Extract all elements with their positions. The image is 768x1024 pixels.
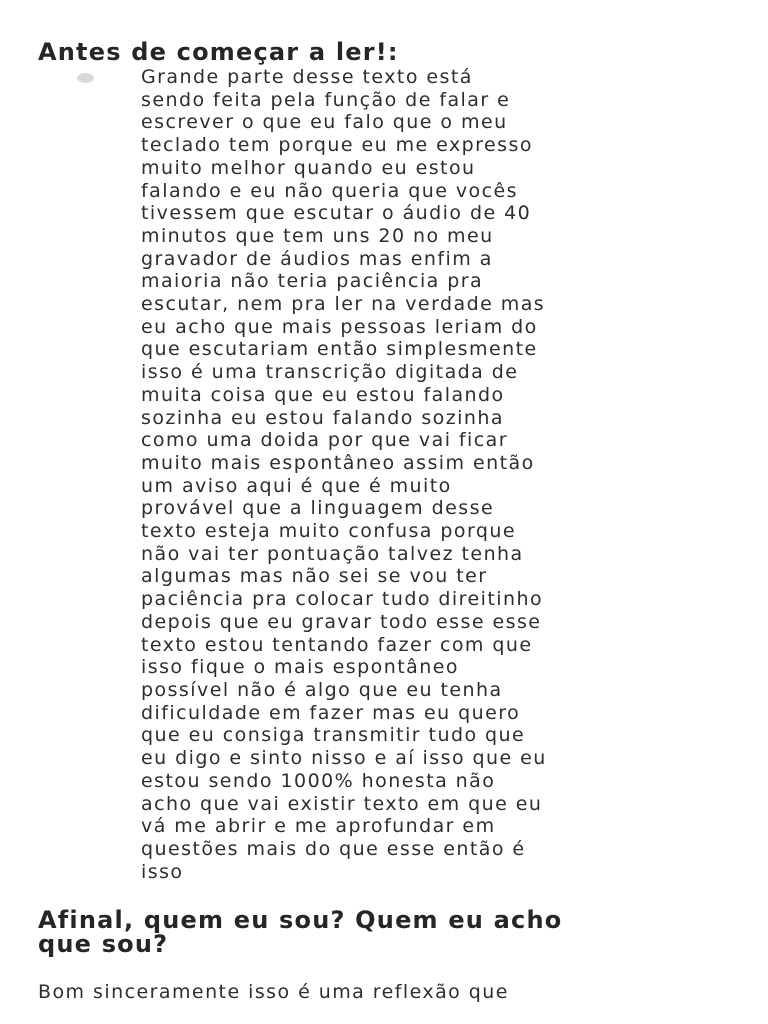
text-line: um aviso aqui é que é muito [141,474,452,497]
text-line: texto esteja muito confusa porque [141,520,517,543]
bullet-dot-icon [77,73,94,83]
text-line: isso é uma transcrição digitada de [141,361,519,384]
text-line: provável que a linguagem desse [141,497,495,520]
text-line: escutar, nem pra ler na verdade mas [141,293,546,316]
text-line: eu acho que mais pessoas leriam do [141,315,538,338]
text-line: algumas mas não sei se vou ter [141,565,488,588]
text-line: escrever o que eu falo que o meu [141,111,508,134]
text-line: questões mais do que esse então é [141,837,526,860]
section-heading-who-am-i [38,908,738,956]
text-line: vá me abrir e me aprofundar em [141,815,496,838]
text-line: sendo feita pela função de falar e [141,88,511,111]
text-line: gravador de áudios mas enfim a [141,247,493,270]
text-line: depois que eu gravar todo esse esse [141,610,542,633]
bullet-item-text [141,66,741,883]
text-line: minutos que tem uns 20 no meu [141,224,494,247]
text-line: paciência pra colocar tudo direitinho [141,588,544,611]
text-line: sozinha eu estou falando sozinha [141,406,504,429]
text-line: não vai ter pontuação talvez tenha [141,542,524,565]
text-line: falando e eu não queria que vocês [141,179,519,202]
text-line: maioria não teria paciência pra [141,270,484,293]
text-line: isso fique o mais espontâneo [141,656,459,679]
text-line: texto estou tentando fazer com que [141,633,533,656]
text-line: muito mais espontâneo assim então [141,451,535,474]
text-line: possível não é algo que eu tenha [141,678,503,701]
text-line: dificuldade em fazer mas eu quero [141,701,521,724]
text-line: que eu consiga transmitir tudo que [141,724,526,747]
text-line: tivessem que escutar o áudio de 40 [141,202,532,225]
heading-line: que sou? [38,930,169,958]
text-line: como uma doida por que vai ficar [141,429,509,452]
section-heading-before-reading: Antes de começar a ler!: [38,38,399,66]
text-line: Grande parte desse texto está [141,66,473,88]
heading-line: Afinal, quem eu sou? Quem eu acho [38,906,563,934]
text-line: isso [141,860,184,883]
paragraph-text: Bom sinceramente isso é uma reflexão que [38,981,509,1003]
text-line: estou sendo 1000% honesta não [141,769,496,792]
text-line: eu digo e sinto nisso e aí isso que eu [141,747,547,770]
text-line: muita coisa que eu estou falando [141,383,505,406]
text-line: acho que vai existir texto em que eu [141,792,543,815]
text-line: muito melhor quando eu estou [141,156,476,179]
text-line: que escutariam então simplesmente [141,338,538,361]
text-line: teclado tem porque eu me expresso [141,134,533,157]
